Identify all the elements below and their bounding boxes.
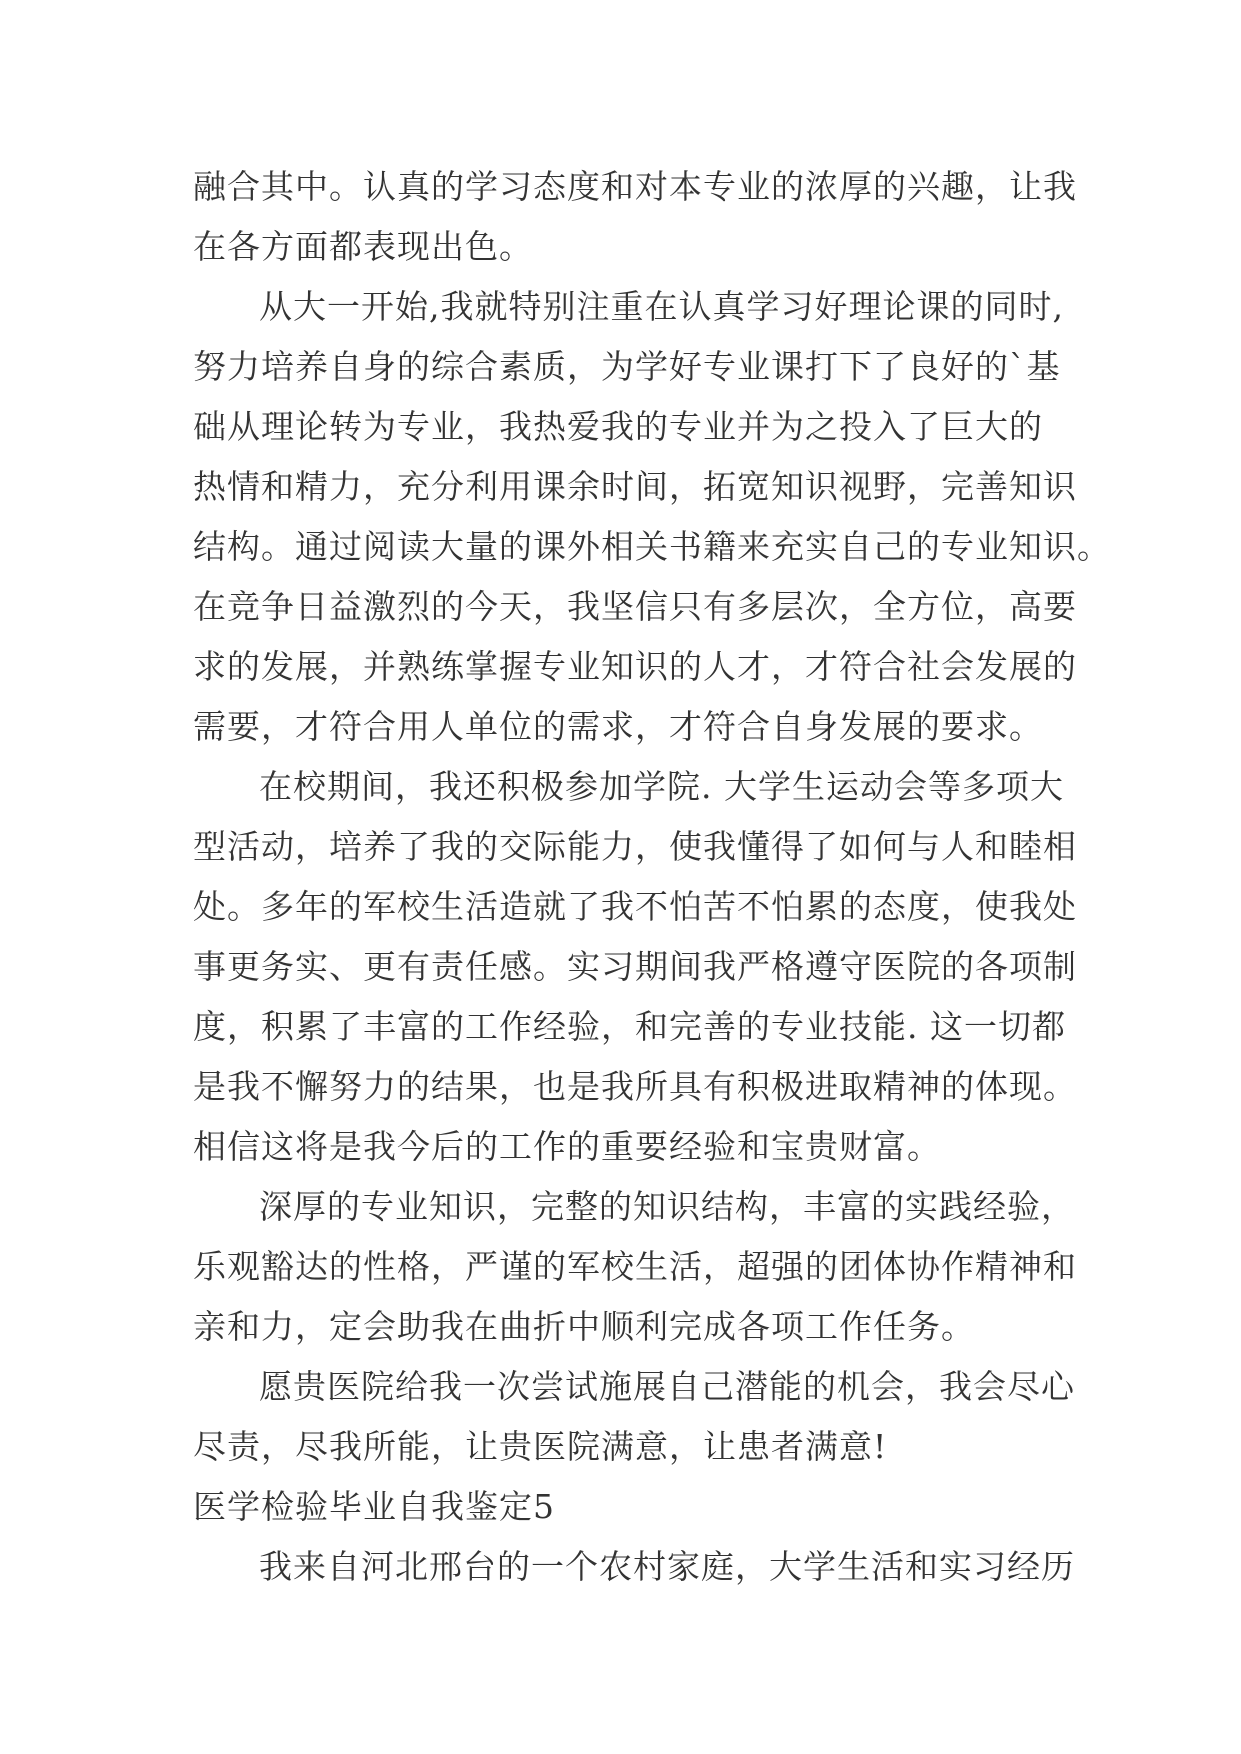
text-line: 础从理论转为专业，我热爱我的专业并为之投入了巨大的	[193, 407, 1043, 446]
text-line: 亲和力，定会助我在曲折中顺利完成各项工作任务。	[193, 1307, 975, 1346]
text-line: 处。多年的军校生活造就了我不怕苦不怕累的态度，使我处	[193, 887, 1077, 926]
text-line: 相信这将是我今后的工作的重要经验和宝贵财富。	[193, 1127, 941, 1166]
text-line: 努力培养自身的综合素质，为学好专业课打下了良好的`基	[193, 347, 1061, 386]
text-line: 需要，才符合用人单位的需求，才符合自身发展的要求。	[193, 707, 1043, 746]
paragraph-first-line: 愿贵医院给我一次尝试施展自己潜能的机会，我会尽心	[259, 1367, 1075, 1406]
text-line: 求的发展，并熟练掌握专业知识的人才，才符合社会发展的	[193, 647, 1077, 686]
paragraph-first-line: 深厚的专业知识，完整的知识结构，丰富的实践经验，	[259, 1187, 1075, 1226]
text-line: 型活动，培养了我的交际能力，使我懂得了如何与人和睦相	[193, 827, 1077, 866]
text-line: 结构。通过阅读大量的课外相关书籍来充实自己的专业知识。	[193, 527, 1111, 566]
text-line: 尽责，尽我所能，让贵医院满意，让患者满意!	[193, 1427, 888, 1466]
text-line: 是我不懈努力的结果，也是我所具有积极进取精神的体现。	[193, 1067, 1077, 1106]
text-line: 度，积累了丰富的工作经验，和完善的专业技能. 这一切都	[193, 1007, 1066, 1046]
text-line: 热情和精力，充分利用课余时间，拓宽知识视野，完善知识	[193, 467, 1077, 506]
text-line: 在竞争日益激烈的今天，我坚信只有多层次，全方位，高要	[193, 587, 1077, 626]
text-line: 融合其中。认真的学习态度和对本专业的浓厚的兴趣，让我	[193, 167, 1077, 206]
text-line: 乐观豁达的性格，严谨的军校生活，超强的团体协作精神和	[193, 1247, 1077, 1286]
paragraph-first-line: 我来自河北邢台的一个农村家庭，大学生活和实习经历	[259, 1547, 1075, 1586]
section-heading: 医学检验毕业自我鉴定5	[193, 1487, 555, 1526]
paragraph-first-line: 在校期间，我还积极参加学院. 大学生运动会等多项大	[259, 767, 1064, 806]
text-line: 在各方面都表现出色。	[193, 227, 533, 266]
paragraph-first-line: 从大一开始,我就特别注重在认真学习好理论课的同时,	[259, 287, 1064, 326]
text-line: 事更务实、更有责任感。实习期间我严格遵守医院的各项制	[193, 947, 1077, 986]
